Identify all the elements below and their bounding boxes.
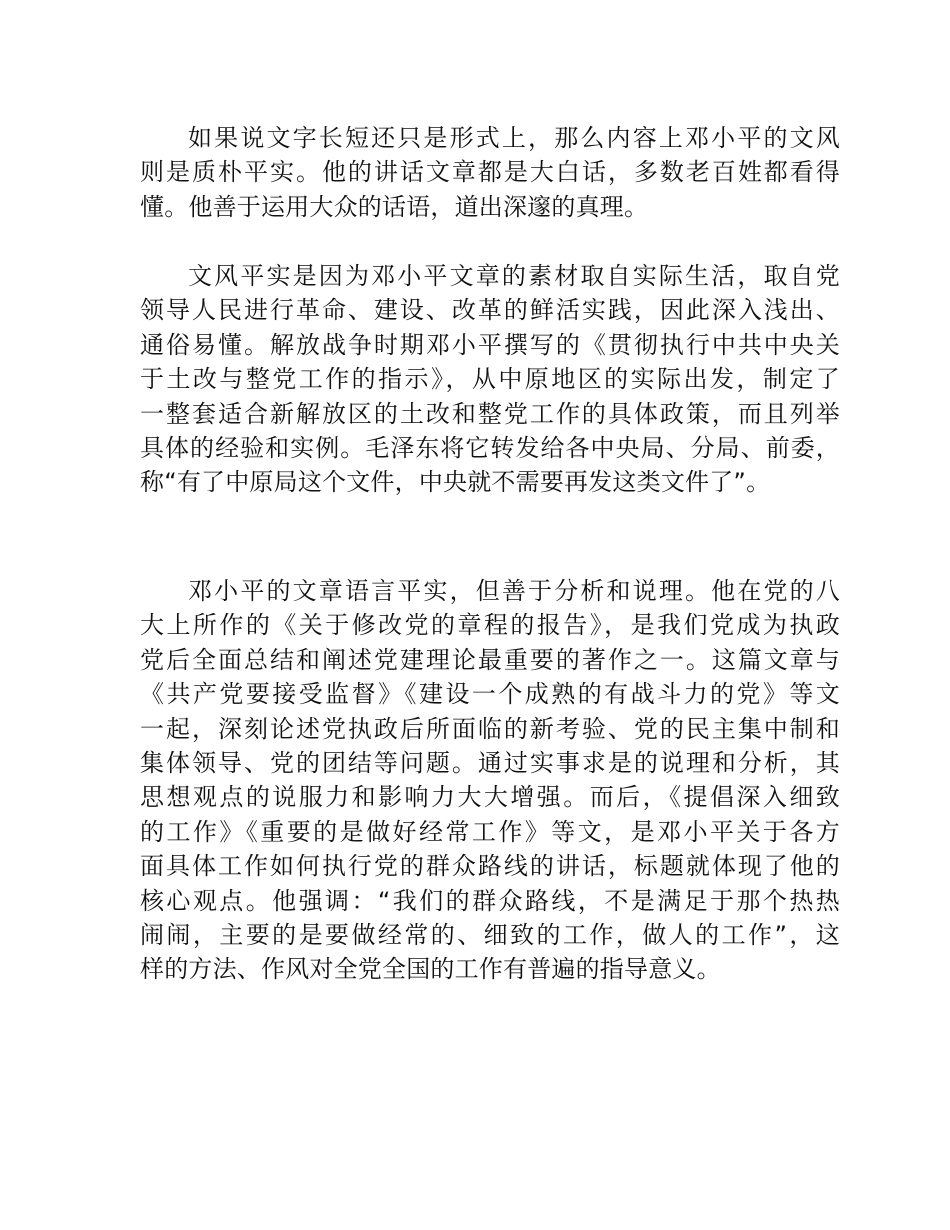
paragraph-line: 思想观点的说服力和影响力大大增强。而后，《提倡深入细致	[140, 783, 840, 812]
paragraph-1	[140, 121, 840, 224]
paragraph-line: 具体的经验和实例。毛泽东将它转发给各中央局、分局、前委，	[140, 433, 840, 462]
paragraph-line: 称“有了中原局这个文件，中央就不需要再发这类文件了”。	[140, 468, 771, 497]
paragraph-line: 样的方法、作风对全党全国的工作有普遍的指导意义。	[140, 955, 721, 984]
paragraph-line: 大上所作的《关于修改党的章程的报告》，是我们党成为执政	[140, 611, 840, 640]
paragraph-line: 面具体工作如何执行党的群众路线的讲话，标题就体现了他的	[140, 852, 840, 881]
paragraph-line: 的工作》《重要的是做好经常工作》等文，是邓小平关于各方	[140, 817, 840, 846]
paragraph-line: 核心观点。他强调：“我们的群众路线，不是满足于那个热热	[140, 886, 840, 915]
paragraph-line: 《共产党要接受监督》《建设一个成熟的有战斗力的党》等文	[140, 680, 840, 709]
paragraph-line: 党后全面总结和阐述党建理论最重要的著作之一。这篇文章与	[140, 645, 840, 674]
paragraph-line: 则是质朴平实。他的讲话文章都是大白话，多数老百姓都看得	[140, 158, 840, 187]
paragraph-line: 于土改与整党工作的指示》，从中原地区的实际出发，制定了	[140, 365, 840, 394]
paragraph-line: 邓小平的文章语言平实，但善于分析和说理。他在党的八	[188, 577, 840, 605]
paragraph-line: 文风平实是因为邓小平文章的素材取自实际生活，取自党	[188, 262, 840, 290]
paragraph-line: 懂。他善于运用大众的话语，道出深邃的真理。	[140, 192, 649, 221]
paragraph-line: 通俗易懂。解放战争时期邓小平撰写的《贯彻执行中共中央关	[140, 330, 840, 359]
paragraph-line: 集体领导、党的团结等问题。通过实事求是的说理和分析，其	[140, 748, 840, 777]
paragraph-2	[140, 259, 840, 500]
paragraph-line: 一起，深刻论述党执政后所面临的新考验、党的民主集中制和	[140, 714, 840, 743]
paragraph-3	[140, 574, 840, 987]
paragraph-line: 领导人民进行革命、建设、改革的鲜活实践，因此深入浅出、	[140, 296, 840, 325]
paragraph-line: 一整套适合新解放区的土改和整党工作的具体政策，而且列举	[140, 399, 840, 428]
paragraph-line: 闹闹，主要的是要做经常的、细致的工作，做人的工作”，这	[140, 920, 840, 949]
paragraph-line: 如果说文字长短还只是形式上，那么内容上邓小平的文风	[188, 124, 840, 152]
